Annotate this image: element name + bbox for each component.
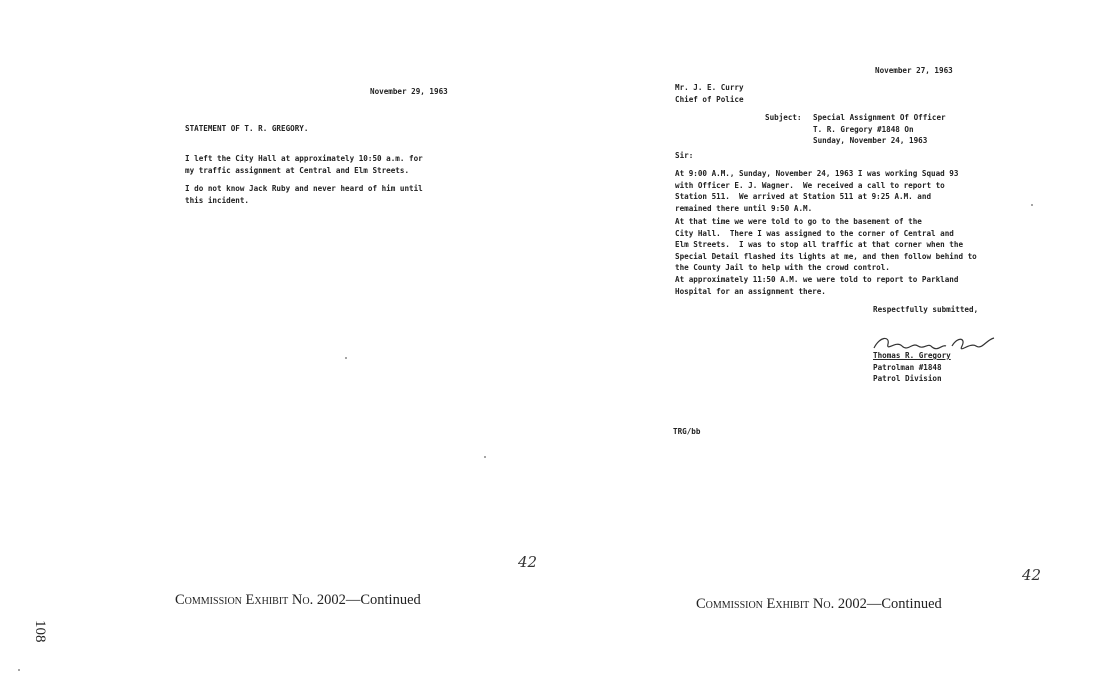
right-caption-suffix: —Continued <box>866 596 942 612</box>
text-line: Station 511. We arrived at Station 511 at 9:25 A.M. and <box>675 192 932 201</box>
left-caption-suffix: —Continued <box>345 592 421 608</box>
right-addressee <box>675 82 744 105</box>
scan-speck <box>1031 204 1033 206</box>
text-line: T. R. Gregory #1848 On <box>813 124 914 134</box>
text-line: Chief of Police <box>675 94 744 104</box>
text-line: Hospital for an assignment there. <box>675 286 826 296</box>
left-handwritten-page-number: 42 <box>518 553 538 571</box>
right-paragraph-2 <box>675 216 977 274</box>
typist-initials: TRG/bb <box>673 427 701 436</box>
right-paragraph-1 <box>675 168 958 214</box>
text-line: Elm Streets. I was to stop all traffic at that corner when the <box>675 240 964 249</box>
text-line: At approximately 11:50 A.M. we were told to report to Parkland <box>675 275 959 284</box>
right-date: November 27, 1963 <box>875 66 953 75</box>
salutation: Sir: <box>675 151 694 160</box>
closing: Respectfully submitted, <box>873 305 979 314</box>
text-line: City Hall. There I was assigned to the corner of Central and <box>675 228 954 238</box>
scan-speck <box>345 357 347 359</box>
text-line: I do not know Jack Ruby and never heard of him until <box>185 184 423 193</box>
text-line: Thomas R. Gregory <box>873 351 951 360</box>
text-line: my traffic assignment at Central and Elm Streets. <box>185 165 410 175</box>
right-caption-exhibit: Commission Exhibit No. 2002 <box>696 596 867 612</box>
text-line: At 9:00 A.M., Sunday, November 24, 1963 I was working Squad 93 <box>675 169 959 178</box>
text-line: Patrolman #1848 <box>873 362 942 372</box>
text-line: this incident. <box>185 195 250 205</box>
page-number: 108 <box>32 620 48 643</box>
text-line: Special Detail flashed its lights at me, and then follow behind to <box>675 251 977 261</box>
right-caption <box>696 596 942 613</box>
left-caption <box>175 592 421 609</box>
text-line: Sunday, November 24, 1963 <box>813 136 928 145</box>
scan-speck <box>484 456 486 458</box>
text-line: I left the City Hall at approximately 10:50 a.m. for <box>185 154 423 163</box>
subject-lines <box>813 112 946 147</box>
left-date: November 29, 1963 <box>370 87 448 96</box>
right-handwritten-page-number: 42 <box>1022 566 1042 584</box>
subject-label: Subject: <box>765 113 802 122</box>
signature-block <box>873 350 951 385</box>
text-line: the County Jail to help with the crowd control. <box>675 263 890 272</box>
left-caption-exhibit: Commission Exhibit No. 2002 <box>175 592 346 608</box>
left-paragraph-2 <box>185 183 423 206</box>
left-paragraph-1 <box>185 153 423 176</box>
text-line: Mr. J. E. Curry <box>675 83 744 92</box>
text-line: Patrol Division <box>873 374 942 383</box>
text-line: with Officer E. J. Wagner. We received a call to report to <box>675 180 945 190</box>
left-heading: STATEMENT OF T. R. GREGORY. <box>185 124 309 133</box>
text-line: remained there until 9:50 A.M. <box>675 203 813 213</box>
scan-speck <box>18 669 20 671</box>
text-line: At that time we were told to go to the basement of the <box>675 217 922 226</box>
text-line: Special Assignment Of Officer <box>813 113 946 122</box>
right-paragraph-3 <box>675 274 958 297</box>
